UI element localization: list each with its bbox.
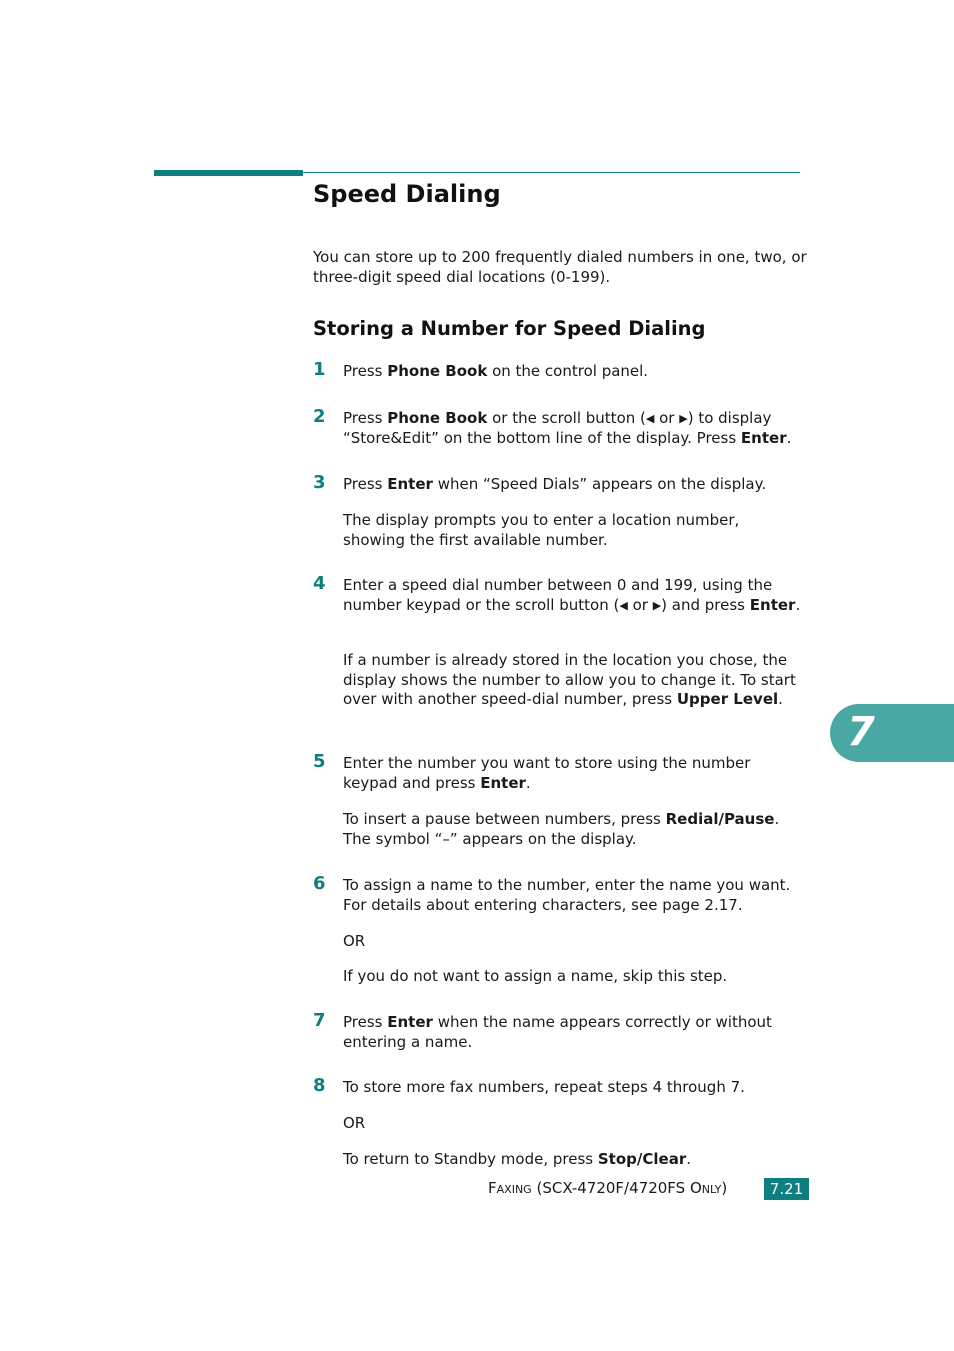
step-5-text: Enter the number you want to store using the number keypad and press Enter. — [343, 754, 751, 792]
step-4-text: Enter a speed dial number between 0 and 199, using the number keypad or the scroll button (◀ or ▶) and press Enter. — [343, 576, 801, 614]
footer-section-title: FAXING (SCX-4720F/4720FS ONLY) — [488, 1179, 728, 1197]
step-number-7: 7 — [313, 1010, 326, 1031]
step-4-note: If a number is already stored in the location you chose, the display shows the number to allow you to change it. To start over with another speed-dial number, press Upper Level. — [343, 651, 796, 708]
page-number: 7.21 — [764, 1178, 809, 1200]
step-6-alt: If you do not want to assign a name, skip this step. — [343, 967, 728, 985]
step-number-8: 8 — [313, 1075, 326, 1096]
page-title: Speed Dialing — [313, 180, 501, 208]
step-number-5: 5 — [313, 751, 326, 772]
step-8-or: OR — [343, 1114, 366, 1132]
step-number-6: 6 — [313, 873, 326, 894]
step-number-4: 4 — [313, 573, 326, 594]
step-7-text: Press Enter when the name appears correctly or without entering a name. — [343, 1013, 772, 1051]
step-6-or: OR — [343, 932, 366, 950]
chapter-number: 7 — [847, 709, 875, 755]
scroll-left-icon: ◀ — [619, 598, 628, 612]
scroll-right-icon: ▶ — [679, 412, 688, 425]
step-6-text: To assign a name to the number, enter the name you want. For details about entering characters, see page 2.17. — [343, 876, 791, 914]
step-2-text: Press Phone Book or the scroll button (◀ or ▶) to display “Store&Edit” on the bottom line of the display. Press Enter. — [343, 409, 792, 447]
step-number-3: 3 — [313, 472, 326, 493]
header-rule-thick — [154, 170, 303, 176]
section-subtitle: Storing a Number for Speed Dialing — [313, 317, 706, 340]
step-8-text: To store more fax numbers, repeat steps 4 through 7. — [343, 1078, 745, 1096]
step-number-1: 1 — [313, 359, 326, 380]
header-rule-thin — [303, 172, 800, 173]
step-5-note: To insert a pause between numbers, press Redial/Pause. The symbol “–” appears on the display. — [343, 810, 780, 848]
step-8-alt: To return to Standby mode, press Stop/Clear. — [343, 1150, 691, 1168]
intro-paragraph: You can store up to 200 frequently dialed numbers in one, two, or three-digit speed dial locations (0-199). — [313, 248, 807, 286]
step-number-2: 2 — [313, 406, 326, 427]
step-3-note: The display prompts you to enter a location number, showing the first available number. — [343, 511, 740, 549]
scroll-left-icon: ◀ — [645, 412, 655, 425]
scroll-right-icon: ▶ — [652, 598, 662, 612]
step-3-text: Press Enter when “Speed Dials” appears on the display. — [343, 475, 767, 493]
step-1-text: Press Phone Book on the control panel. — [343, 362, 649, 380]
